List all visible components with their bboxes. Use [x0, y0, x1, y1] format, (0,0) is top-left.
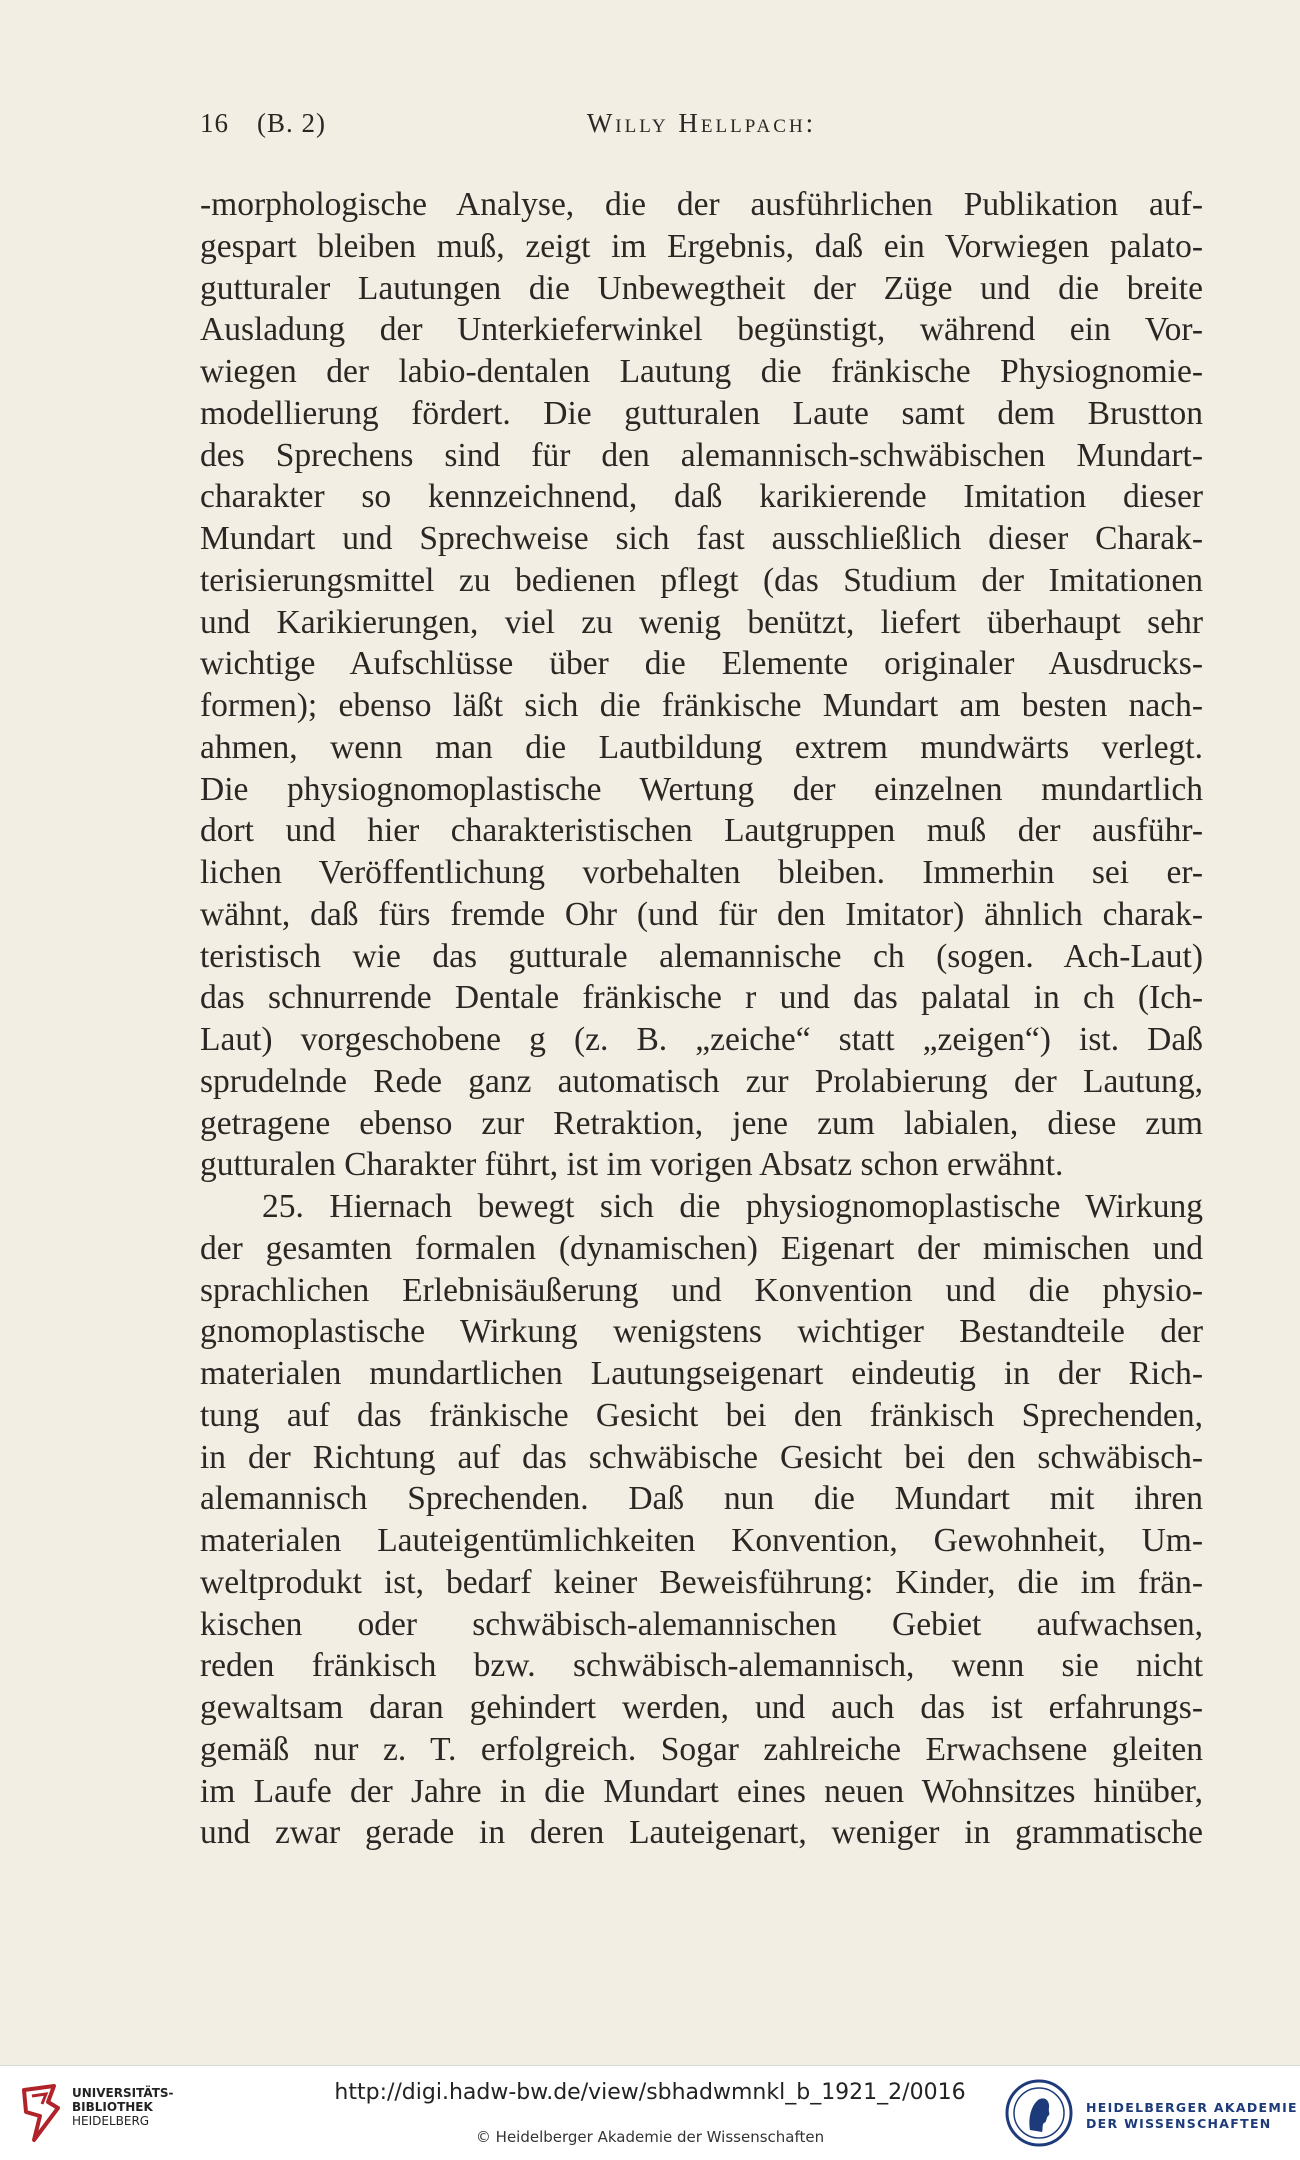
text-line: Ausladung der Unterkieferwinkel begünstigt, während ein Vor-: [200, 311, 1203, 349]
text-line: formen); ebenso läßt sich die fränkische Mundart am besten nach-: [200, 687, 1203, 724]
text-line: gewaltsam daran gehindert werden, und auch das ist erfahrungs-: [200, 1689, 1203, 1726]
library-name-line: UNIVERSITÄTS-: [72, 2086, 174, 2100]
text-line: in der Richtung auf das schwäbische Gesicht bei den schwäbisch-: [200, 1438, 1203, 1476]
text-line: lichen Veröffentlichung vorbehalten bleiben. Immerhin sei er-: [200, 854, 1203, 891]
text-line: des Sprechens sind für den alemannisch-schwäbischen Mundart-: [200, 436, 1203, 474]
text-line: dort und hier charakteristischen Lautgruppen muß der ausführ-: [200, 812, 1203, 850]
text-line: kischen oder schwäbisch-alemannischen Gebiet aufwachsen,: [200, 1605, 1203, 1643]
text-line: und Karikierungen, viel zu wenig benützt, liefert überhaupt sehr: [200, 603, 1203, 641]
text-line: materialen Lauteigentümlichkeiten Konvention, Gewohnheit, Um-: [200, 1522, 1203, 1559]
page-header: [200, 108, 1203, 148]
academy-name-line: DER WISSENSCHAFTEN: [1086, 2116, 1272, 2131]
text-line: gemäß nur z. T. erfolgreich. Sogar zahlreiche Erwachsene gleiten: [200, 1730, 1203, 1768]
text-line: gutturaler Lautungen die Unbewegtheit der Züge und die breite: [200, 269, 1203, 307]
library-name-line: HEIDELBERG: [72, 2114, 150, 2128]
paragraph-start-line: 25. Hiernach bewegt sich die physiognomoplastische Wirkung: [262, 1188, 1203, 1225]
text-line: tung auf das fränkische Gesicht bei den fränkisch Sprechenden,: [200, 1396, 1203, 1434]
text-line: getragene ebenso zur Retraktion, jene zum labialen, diese zum: [200, 1104, 1203, 1142]
text-line: gutturalen Charakter führt, ist im vorigen Absatz schon erwähnt.: [200, 1146, 1064, 1184]
text-line: der gesamten formalen (dynamischen) Eigenart der mimischen und: [200, 1229, 1203, 1267]
text-line: wiegen der labio-dentalen Lautung die fränkische Physiognomie-: [200, 353, 1203, 390]
text-line: gespart bleiben muß, zeigt im Ergebnis, daß ein Vorwiegen palato-: [200, 227, 1203, 265]
text-line: modellierung fördert. Die gutturalen Laute samt dem Brustton: [200, 394, 1203, 432]
text-line: wichtige Aufschlüsse über die Elemente originaler Ausdrucks-: [200, 645, 1203, 683]
hadw-seal-icon[interactable]: [1004, 2078, 1074, 2148]
text-line: Mundart und Sprechweise sich fast ausschließlich dieser Charak-: [200, 520, 1203, 557]
text-line: ahmen, wenn man die Lautbildung extrem mundwärts verlegt.: [200, 728, 1203, 766]
viewer-footer: [0, 2065, 1300, 2160]
text-line: charakter so kennzeichnend, daß karikierende Imitation dieser: [200, 478, 1203, 516]
text-line: und zwar gerade in deren Lauteigenart, weniger in grammatische: [200, 1814, 1203, 1852]
academy-name-line: HEIDELBERGER AKADEMIE: [1086, 2100, 1298, 2115]
text-line: Die physiognomoplastische Wertung der einzelnen mundartlich: [200, 770, 1203, 808]
text-line: Laut) vorgeschobene g (z. B. „zeiche“ statt „zeigen“) ist. Daß: [200, 1021, 1203, 1058]
text-line: materialen mundartlichen Lautungseigenart eindeutig in der Rich-: [200, 1355, 1203, 1392]
academy-name[interactable]: [1086, 2100, 1298, 2132]
text-line: -morphologische Analyse, die der ausführlichen Publikation auf-: [200, 186, 1203, 223]
text-line: sprachlichen Erlebnisäußerung und Konvention und die physio-: [200, 1271, 1203, 1309]
text-line: teristisch wie das gutturale alemannische ch (sogen. Ach-Laut): [200, 937, 1203, 975]
text-line: wähnt, daß fürs fremde Ohr (und für den Imitator) ähnlich charak-: [200, 895, 1203, 933]
text-line: sprudelnde Rede ganz automatisch zur Prolabierung der Lautung,: [200, 1062, 1203, 1100]
library-name-line: BIBLIOTHEK: [72, 2100, 153, 2114]
page-number: 16 (B. 2): [200, 108, 326, 138]
text-line: alemannisch Sprechenden. Daß nun die Mundart mit ihren: [200, 1480, 1203, 1518]
copyright-notice: © Heidelberger Akademie der Wissenschaften: [475, 2128, 825, 2146]
running-title: Willy Hellpach:: [586, 108, 817, 138]
text-line: weltprodukt ist, bedarf keiner Beweisführung: Kinder, die im frän-: [200, 1563, 1203, 1601]
text-line: im Laufe der Jahre in die Mundart eines neuen Wohnsitzes hinüber,: [200, 1772, 1203, 1810]
text-line: gnomoplastische Wirkung wenigstens wichtiger Bestandteile der: [200, 1313, 1203, 1351]
body-text: [200, 184, 1203, 1854]
permalink-url[interactable]: http://digi.hadw-bw.de/view/sbhadwmnkl_b_1921_2/0016: [334, 2080, 966, 2105]
text-line: das schnurrende Dentale fränkische r und das palatal in ch (Ich-: [200, 979, 1203, 1017]
text-line: terisierungsmittel zu bedienen pflegt (das Studium der Imitationen: [200, 561, 1203, 599]
text-line: reden fränkisch bzw. schwäbisch-alemannisch, wenn sie nicht: [200, 1647, 1203, 1685]
